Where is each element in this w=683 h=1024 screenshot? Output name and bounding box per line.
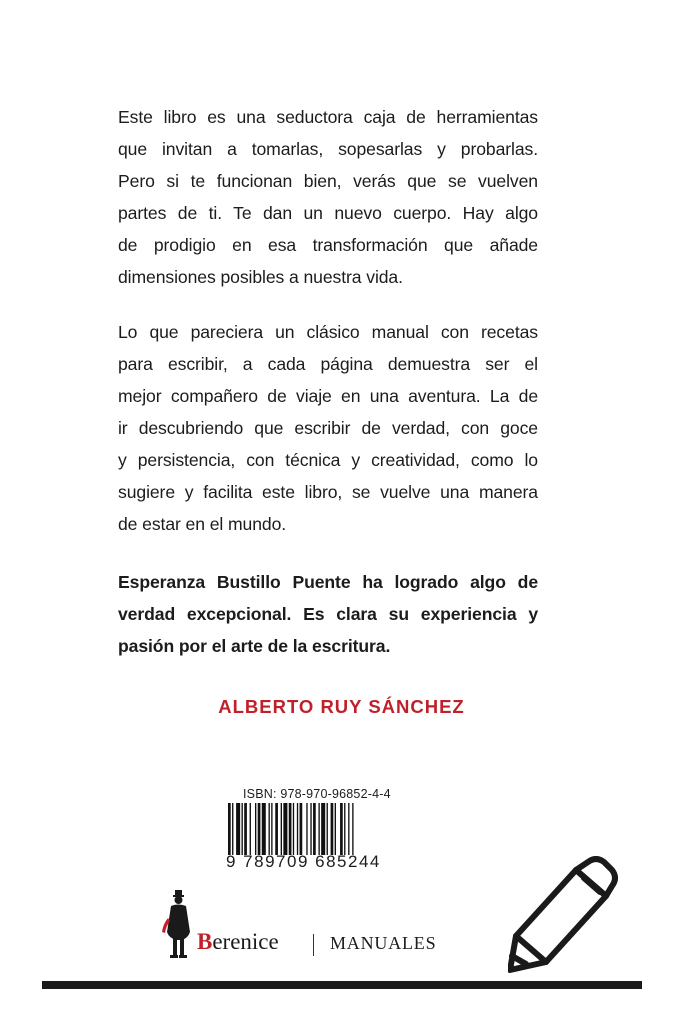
barcode-bar — [228, 803, 231, 855]
barcode-digits: 9 789709 685244 — [226, 852, 381, 871]
barcode-bar — [344, 803, 345, 855]
barcode-bar — [258, 803, 261, 855]
barcode-bar — [236, 803, 240, 855]
text-line: para escribir, a cada página demuestra ser el — [118, 354, 538, 374]
barcode-bar — [306, 803, 307, 855]
text-line: Esperanza Bustillo Puente ha logrado algo de — [118, 572, 538, 592]
barcode-bar — [269, 803, 270, 855]
blurb-paragraph-1 — [118, 101, 538, 293]
publisher-initial: B — [197, 929, 213, 954]
blurb-paragraph-2 — [118, 316, 538, 540]
barcode-bar — [313, 803, 316, 855]
text-line: y persistencia, con técnica y creatividad, como lo — [118, 450, 538, 470]
barcode-bar — [321, 803, 325, 855]
publisher-name — [197, 929, 279, 955]
text-line: sugiere y facilita este libro, se vuelve una manera — [118, 482, 538, 502]
text-line: mejor compañero de viaje en una aventura. La de — [118, 386, 538, 406]
text-line: ir descubriendo que escribir de verdad, con goce — [118, 418, 538, 438]
text-line: que invitan a tomarlas, sopesarlas y probarlas. — [118, 139, 538, 159]
barcode-bar — [318, 803, 319, 855]
barcode-bar — [327, 803, 328, 855]
text-line: verdad excepcional. Es clara su experiencia y — [118, 604, 538, 624]
publisher-name-rest: erenice — [212, 929, 279, 954]
bottom-rule — [42, 981, 642, 989]
text-line: pasión por el arte de la escritura. — [118, 636, 391, 656]
barcode-bar — [283, 803, 287, 855]
barcode-bar — [271, 803, 272, 855]
barcode-bar — [255, 803, 256, 855]
barcode-bar — [293, 803, 294, 855]
barcode-bar — [250, 803, 251, 855]
barcode-bar — [300, 803, 303, 855]
text-line: Este libro es una seductora caja de herramientas — [118, 107, 538, 127]
barcode-bar — [297, 803, 298, 855]
divider — [313, 934, 314, 956]
barcode-bar — [275, 803, 278, 855]
series-label: MANUALES — [330, 933, 437, 953]
text-line: de estar en el mundo. — [118, 514, 287, 534]
pencil-icon — [508, 856, 618, 980]
barcode-bar — [281, 803, 282, 855]
text-line: Lo que pareciera un clásico manual con recetas — [118, 322, 538, 342]
text-line: partes de ti. Te dan un nuevo cuerpo. Hay algo — [118, 203, 538, 223]
barcode-bar — [335, 803, 336, 855]
blurb-paragraph-3 — [118, 566, 538, 662]
barcode-bar — [348, 803, 349, 855]
figure-logo-icon — [160, 888, 196, 960]
author-name: ALBERTO RUY SÁNCHEZ — [218, 696, 465, 717]
barcode-bar — [289, 803, 292, 855]
text-line: Pero si te funcionan bien, verás que se vuelven — [118, 171, 538, 191]
barcode-bar — [331, 803, 334, 855]
barcode-bar — [352, 803, 353, 855]
barcode-bar — [244, 803, 247, 855]
barcode — [228, 803, 394, 855]
barcode-bar — [340, 803, 343, 855]
text-line: dimensiones posibles a nuestra vida. — [118, 267, 403, 287]
barcode-bar — [242, 803, 243, 855]
isbn-label: ISBN: 978-970-96852-4-4 — [243, 787, 391, 801]
barcode-bar — [310, 803, 311, 855]
barcode-bar — [262, 803, 266, 855]
text-line: de prodigio en esa transformación que añade — [118, 235, 538, 255]
barcode-bar — [232, 803, 233, 855]
